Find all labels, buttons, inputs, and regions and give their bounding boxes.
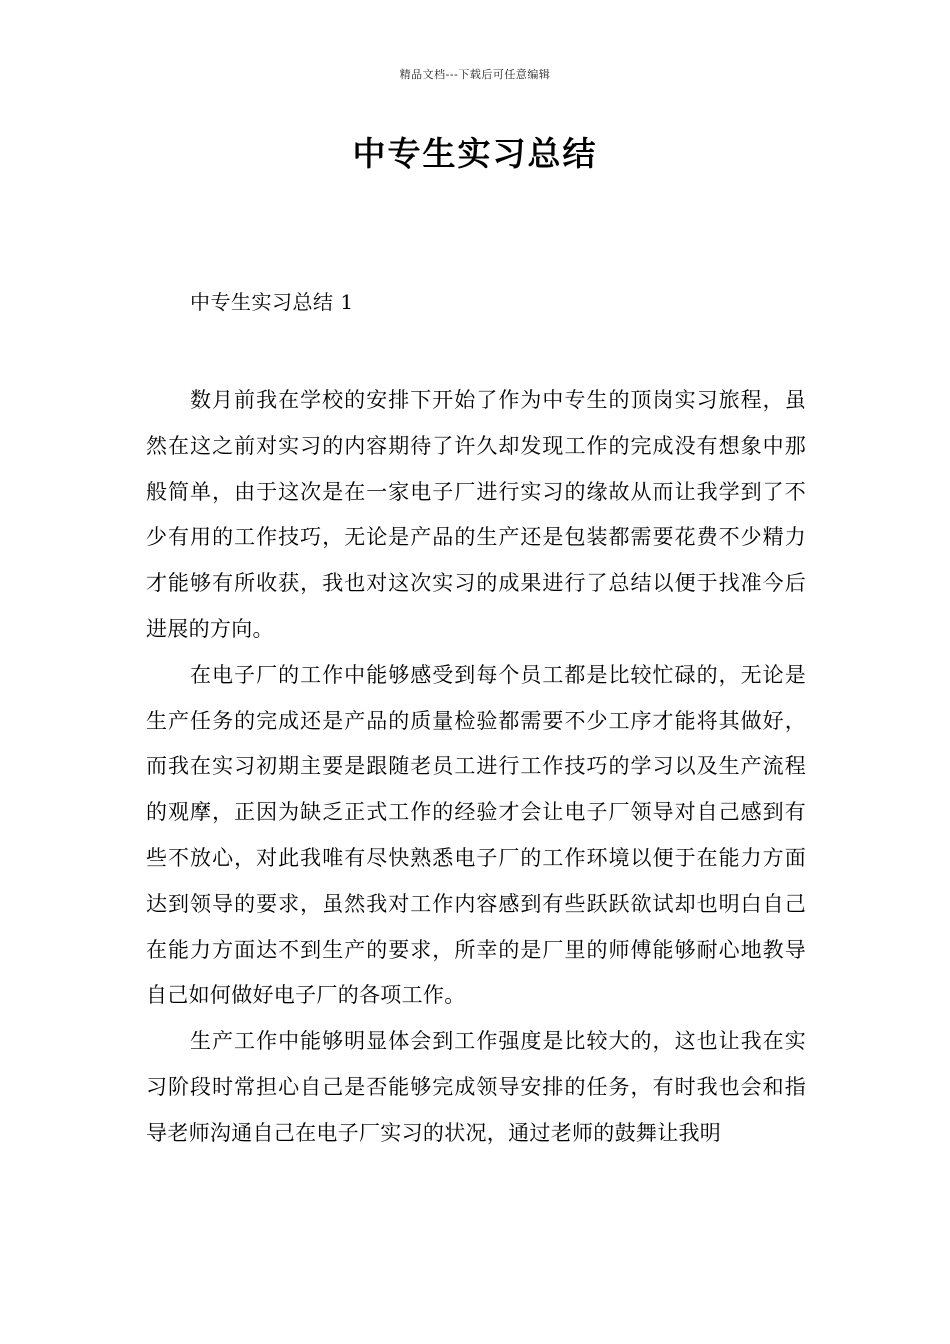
section-heading: 中专生实习总结 1 <box>190 290 354 314</box>
document-title: 中专生实习总结 <box>352 134 598 173</box>
paragraph-1: 数月前我在学校的安排下开始了作为中专生的顶岗实习旅程，虽然在这之前对实习的内容期待了许久却发现工作的完成没有想象中那般简单，由于这次是在一家电子厂进行实习的缘故从而让我学到了不少有用的工作技巧，无论是产品的生产还是包装都需要花费不少精力才能够有所收获，我也对这次实习的成果进行了总结以便于找准今后进展的方向。 <box>146 388 806 641</box>
header-note: 精品文档---下载后可任意编辑 <box>399 68 551 81</box>
body-text <box>146 378 806 1157</box>
paragraph-2: 在电子厂的工作中能够感受到每个员工都是比较忙碌的，无论是生产任务的完成还是产品的质量检验都需要不少工序才能将其做好，而我在实习初期主要是跟随老员工进行工作技巧的学习以及生产流程的观摩，正因为缺乏正式工作的经验才会让电子厂领导对自己感到有些不放心，对此我唯有尽快熟悉电子厂的工作环境以便于在能力方面达到领导的要求，虽然我对工作内容感到有些跃跃欲试却也明白自己在能力方面达不到生产的要求，所幸的是厂里的师傅能够耐心地教导自己如何做好电子厂的各项工作。 <box>146 662 806 1008</box>
paragraph-3: 生产工作中能够明显体会到工作强度是比较大的，这也让我在实习阶段时常担心自己是否能够完成领导安排的任务，有时我也会和指导老师沟通自己在电子厂实习的状况，通过老师的鼓舞让我明 <box>146 1029 806 1145</box>
